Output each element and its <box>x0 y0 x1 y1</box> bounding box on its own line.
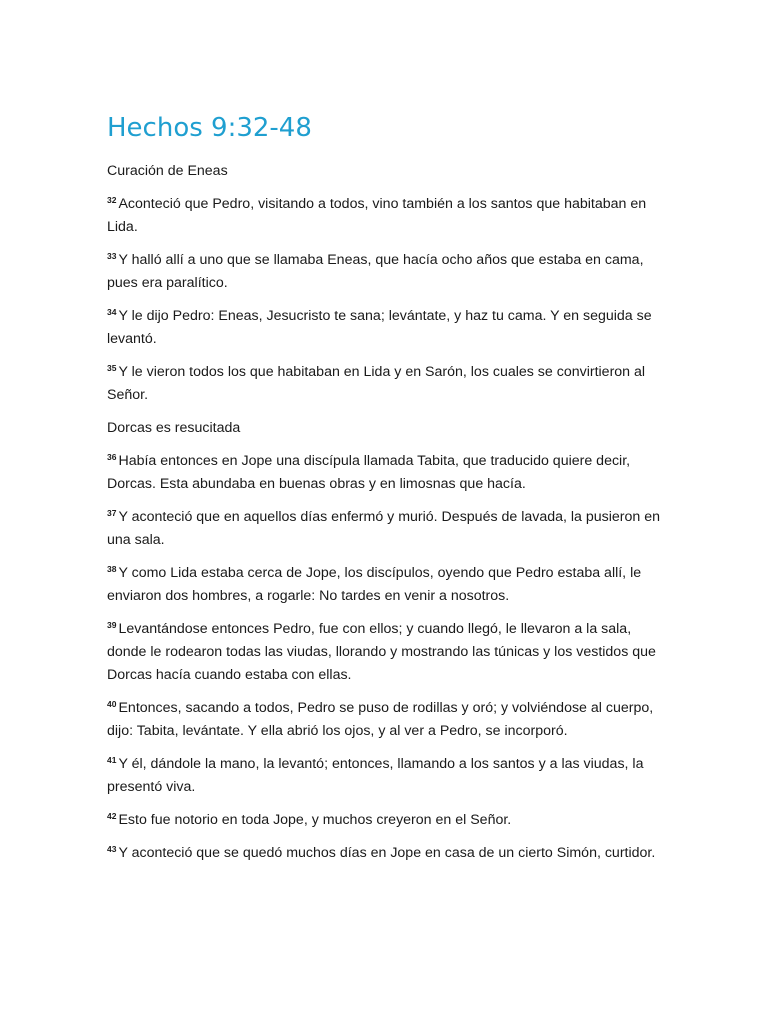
verse <box>107 450 667 496</box>
verse-text: Esto fue notorio en toda Jope, y muchos creyeron en el Señor. <box>118 812 512 828</box>
verse-number: 34 <box>107 307 117 317</box>
verse <box>107 753 667 799</box>
verse-text: Y le dijo Pedro: Eneas, Jesucristo te sana; levántate, y haz tu cama. Y en seguida se levantó. <box>107 308 652 347</box>
verse-text: Entonces, sacando a todos, Pedro se puso de rodillas y oró; y volviéndose al cuerpo, dijo: Tabita, levántate. Y ella abrió los ojos, y al ver a Pedro, se incorporó. <box>107 700 654 739</box>
verse-number: 39 <box>107 620 117 630</box>
document-title: Hechos 9:32-48 <box>107 113 312 143</box>
verse-number: 33 <box>107 251 117 261</box>
verse-number: 37 <box>107 508 117 518</box>
verse <box>107 305 667 351</box>
verse-number: 40 <box>107 699 117 709</box>
verse-number: 36 <box>107 452 117 462</box>
section-heading: Dorcas es resucitada <box>107 420 241 436</box>
verse-text: Y como Lida estaba cerca de Jope, los discípulos, oyendo que Pedro estaba allí, le enviaron dos hombres, a rogarle: No tardes en venir a nosotros. <box>107 565 642 604</box>
verse <box>107 697 667 743</box>
verse-text: Y aconteció que en aquellos días enfermó y murió. Después de lavada, la pusieron en una sala. <box>107 509 661 548</box>
verse-text: Y le vieron todos los que habitaban en Lida y en Sarón, los cuales se convirtieron al Señor. <box>107 364 646 403</box>
verse <box>107 506 667 552</box>
verse <box>107 842 667 865</box>
verse-number: 38 <box>107 564 117 574</box>
section-heading: Curación de Eneas <box>107 163 228 179</box>
document-body <box>107 160 667 875</box>
verse-text: Y halló allí a uno que se llamaba Eneas, que hacía ocho años que estaba en cama, pues era paralítico. <box>107 252 644 291</box>
verse-number: 42 <box>107 811 117 821</box>
verse-text: Y aconteció que se quedó muchos días en Jope en casa de un cierto Simón, curtidor. <box>118 845 656 861</box>
verse <box>107 562 667 608</box>
verse <box>107 809 667 832</box>
verse-number: 35 <box>107 363 117 373</box>
verse <box>107 361 667 407</box>
verse <box>107 618 667 687</box>
verse-text: Había entonces en Jope una discípula llamada Tabita, que traducido quiere decir, Dorcas. Esta abundaba en buenas obras y en limosnas que hacía. <box>107 453 631 492</box>
verse-text: Levantándose entonces Pedro, fue con ellos; y cuando llegó, le llevaron a la sala, donde le rodearon todas las viudas, llorando y mostrando las túnicas y los vestidos que Dorcas hacía cuando estaba con ellas. <box>107 621 656 683</box>
verse-text: Aconteció que Pedro, visitando a todos, vino también a los santos que habitaban en Lida. <box>107 196 647 235</box>
verse-number: 43 <box>107 844 117 854</box>
verse-number: 32 <box>107 195 117 205</box>
verse-number: 41 <box>107 755 117 765</box>
verse-text: Y él, dándole la mano, la levantó; entonces, llamando a los santos y a las viudas, la presentó viva. <box>107 756 644 795</box>
verse <box>107 249 667 295</box>
verse <box>107 193 667 239</box>
